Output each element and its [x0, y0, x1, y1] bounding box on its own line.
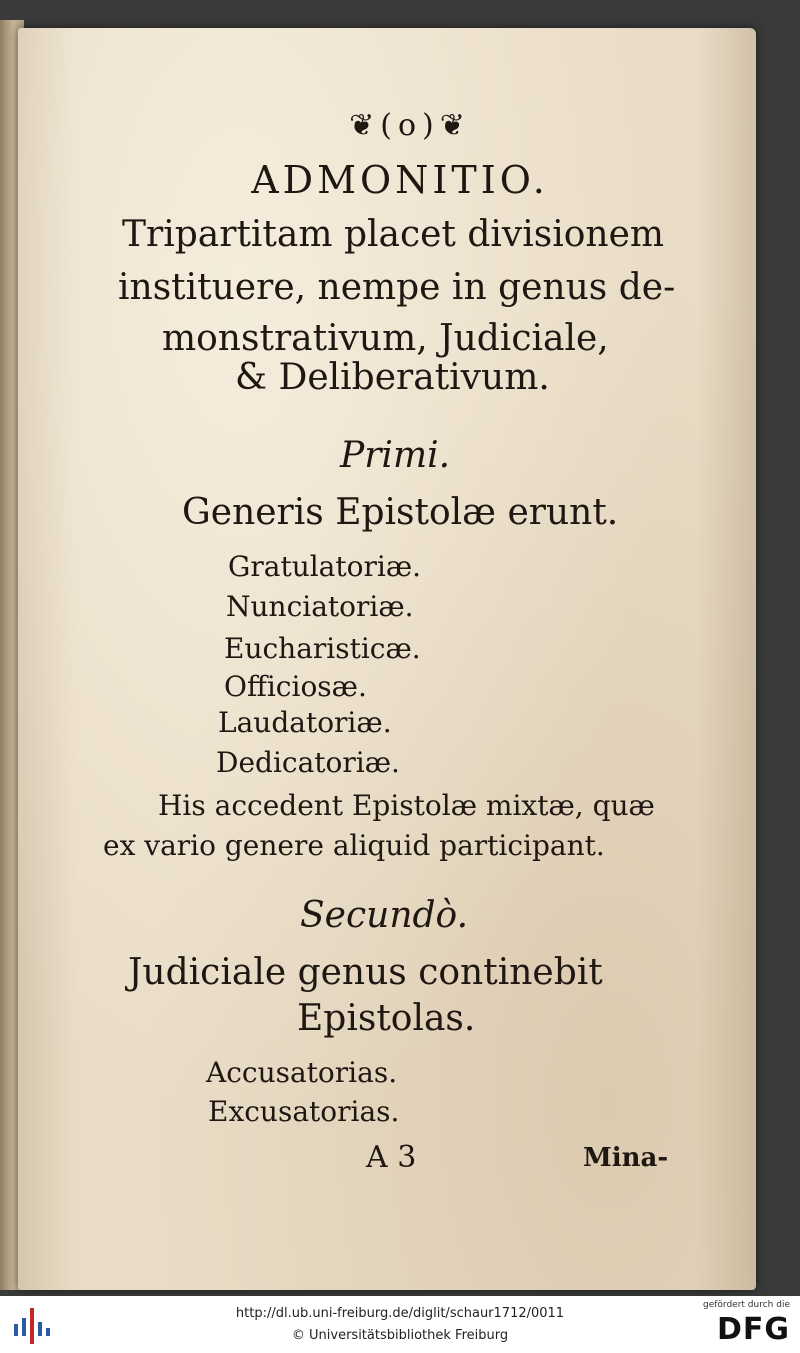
section-2-subtitle-line-2: Epistolas. [297, 998, 476, 1039]
intro-line-2: instituere, nempe in genus de- [118, 267, 676, 308]
ornament-header [330, 108, 490, 143]
page-heading: ADMONITIO. [251, 158, 549, 202]
funding-note: gefördert durch die [703, 1300, 790, 1310]
list-item: Officiosæ. [224, 670, 367, 703]
list-item: Accusatorias. [206, 1056, 398, 1089]
catchword: Mina- [583, 1143, 669, 1173]
list-item: Dedicatoriæ. [216, 746, 400, 779]
section-1-note-line-2: ex vario genere aliquid participant. [103, 829, 605, 862]
intro-line-1: Tripartitam placet divisionem [122, 214, 665, 255]
intro-line-3: monstrativum, Judiciale, [162, 318, 609, 359]
signature-mark: A 3 [366, 1140, 417, 1175]
ornament-right-icon: ❦ [439, 108, 471, 143]
dfg-logo[interactable]: DFG [716, 1312, 790, 1347]
viewer-footer [0, 1296, 800, 1353]
intro-line-4: & Deliberativum. [235, 357, 550, 398]
ornament-left-icon: ❦ [349, 108, 381, 143]
section-2-title: Secundò. [300, 895, 469, 936]
section-2-subtitle-line-1: Judiciale genus continebit [128, 952, 603, 993]
list-item: Gratulatoriæ. [228, 550, 422, 583]
section-1-note-line-1: His accedent Epistolæ mixtæ, quæ [158, 789, 655, 822]
permalink[interactable]: http://dl.ub.uni-freiburg.de/diglit/schaur1712/0011 [235, 1306, 565, 1321]
section-1-subtitle: Generis Epistolæ erunt. [182, 492, 619, 533]
list-item: Laudatoriæ. [218, 706, 392, 739]
section-1-title: Primi. [340, 435, 451, 476]
list-item: Excusatorias. [208, 1095, 400, 1128]
copyright-notice: © Universitätsbibliothek Freiburg [291, 1328, 509, 1343]
list-item: Eucharisticæ. [224, 632, 421, 665]
page-ornament: (o) [380, 108, 440, 143]
list-item: Nunciatoriæ. [226, 590, 414, 623]
